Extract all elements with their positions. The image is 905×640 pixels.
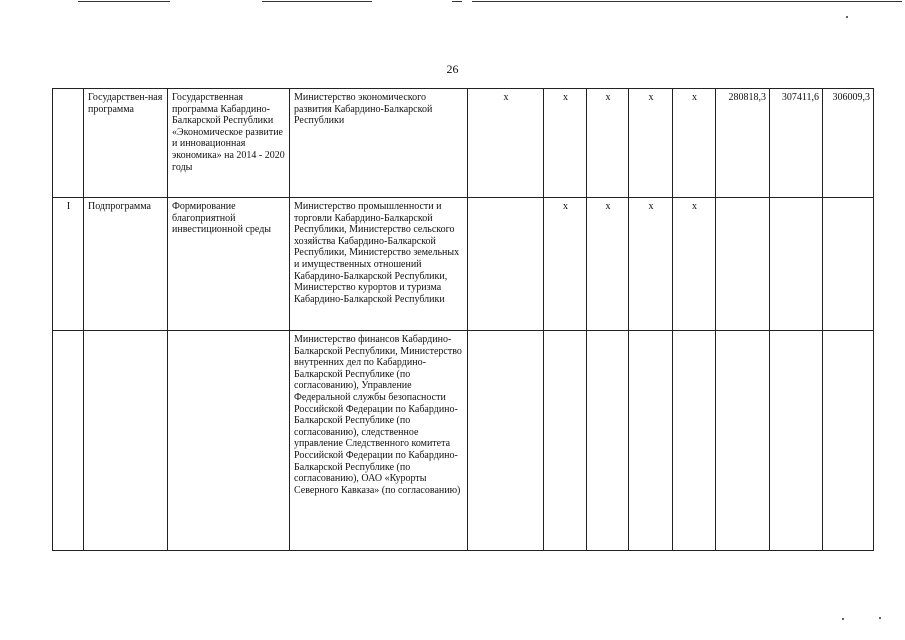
program-name: Формирование благоприятной инвестиционной среды <box>168 198 290 331</box>
program-table <box>52 88 874 551</box>
table-row <box>53 198 874 331</box>
scan-speck <box>879 617 881 619</box>
code-cell: x <box>544 198 587 331</box>
executor: Министерство экономического развития Кабардино-Балкарской Республики <box>290 89 468 198</box>
amount-cell <box>823 331 874 551</box>
code-cell: x <box>468 89 544 198</box>
code-cell <box>468 331 544 551</box>
code-cell: x <box>629 89 673 198</box>
program-name <box>168 331 290 551</box>
scan-speck <box>842 618 844 620</box>
code-cell: x <box>587 89 629 198</box>
amount-cell <box>770 331 823 551</box>
amount-cell: 307411,6 <box>770 89 823 198</box>
code-cell: x <box>673 198 716 331</box>
row-number: I <box>53 198 84 331</box>
amount-cell <box>770 198 823 331</box>
code-cell <box>468 198 544 331</box>
row-type <box>84 331 168 551</box>
row-type: Государствен-ная программа <box>84 89 168 198</box>
scan-speck <box>846 16 848 18</box>
code-cell <box>673 331 716 551</box>
amount-cell <box>716 331 770 551</box>
executor: Министерство финансов Кабардино-Балкарской Республики, Министерство внутренних дел по Кабардино-Балкарской Республике (по согласованию), Управление Федеральной службы безопасности Российской Федерации по Кабардино-Балкарской Республике (по согласованию), следственное управление Следственного комитета Российской Федерации по Кабардино-Балкарской Республике (по согласованию), ОАО «Курорты Северного Кавказа» (по согласованию) <box>290 331 468 551</box>
scan-edge-line <box>452 1 462 2</box>
code-cell <box>587 331 629 551</box>
scan-edge-line <box>472 1 902 2</box>
code-cell: x <box>544 89 587 198</box>
code-cell: x <box>629 198 673 331</box>
code-cell: x <box>673 89 716 198</box>
code-cell <box>629 331 673 551</box>
executor: Министерство промышленности и торговли Кабардино-Балкарской Республики, Министерство сельского хозяйства Кабардино-Балкарской Республики, Министерство земельных и имущественных отношений Кабардино-Балкарской Республики, Министерство курортов и туризма Кабардино-Балкарской Республики <box>290 198 468 331</box>
code-cell: x <box>587 198 629 331</box>
amount-cell: 280818,3 <box>716 89 770 198</box>
row-number <box>53 331 84 551</box>
scan-edge-line <box>78 1 170 2</box>
table-row <box>53 89 874 198</box>
amount-cell <box>716 198 770 331</box>
table-row <box>53 331 874 551</box>
amount-cell: 306009,3 <box>823 89 874 198</box>
row-number <box>53 89 84 198</box>
row-type: Подпрограмма <box>84 198 168 331</box>
scan-edge-line <box>262 1 372 2</box>
amount-cell <box>823 198 874 331</box>
code-cell <box>544 331 587 551</box>
program-name: Государственная программа Кабардино-Балкарской Республики «Экономическое развитие и инновационная экономика» на 2014 - 2020 годы <box>168 89 290 198</box>
page-number: 26 <box>446 62 459 76</box>
